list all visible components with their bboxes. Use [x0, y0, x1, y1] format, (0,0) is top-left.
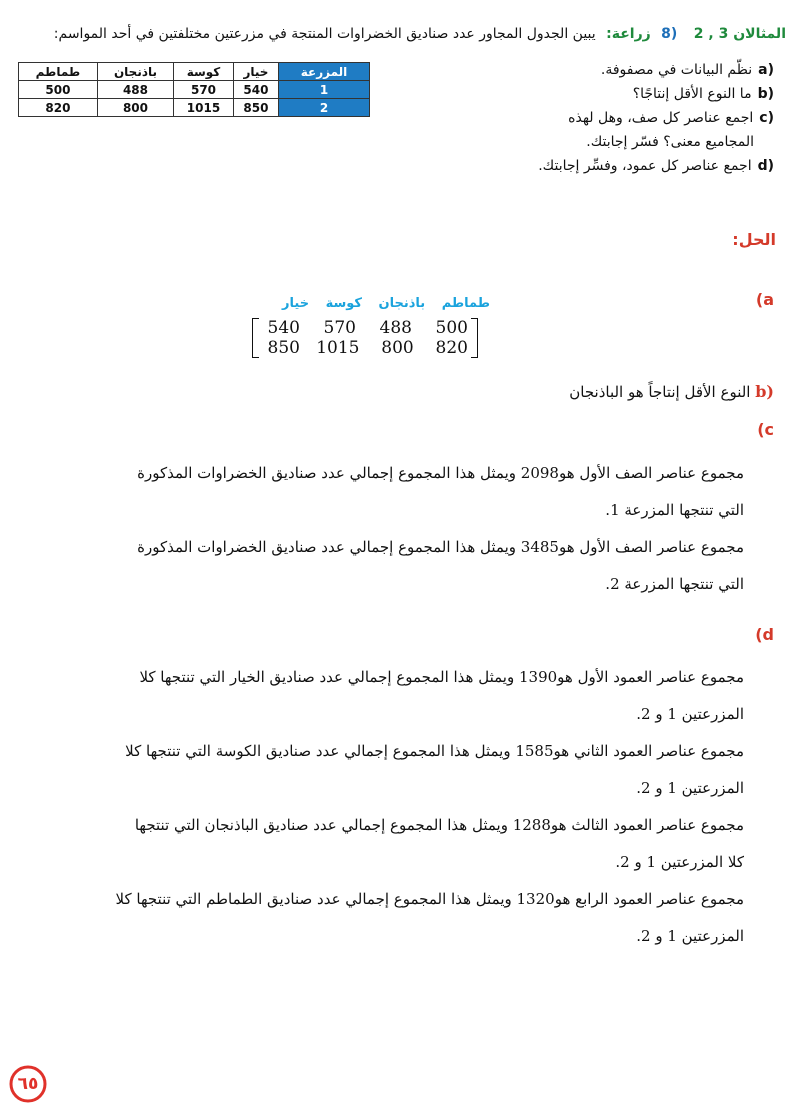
answer-d-line: المزرعتين 1 و 2. [636, 705, 744, 723]
solution-label: الحل: [732, 230, 776, 249]
question-c [374, 106, 774, 130]
matrix-header: باذنجان [378, 296, 426, 311]
answer-d-line: المزرعتين 1 و 2. [636, 779, 744, 797]
question-letter: d) [757, 158, 774, 174]
table-header-cell: المزرعة [279, 63, 370, 81]
part-d-label: (d [755, 625, 774, 644]
table-cell: 488 [97, 81, 173, 99]
farm-production-table [18, 62, 370, 117]
table-header-row [19, 63, 370, 81]
answer-c-line: التي تنتجها المزرعة 1. [605, 501, 744, 519]
matrix-body [250, 314, 480, 360]
question-text: اجمع عناصر كل عمود، وفسِّر إجابتك. [538, 158, 752, 174]
table-header-cell: باذنجان [97, 63, 173, 81]
examples-reference: المثالان 3 , 2 [693, 26, 786, 42]
question-text: ما النوع الأقل إنتاجًا؟ [632, 86, 752, 102]
answer-d-line: مجموع عناصر العمود الثاني هو1585 ويمثل هذا المجموع إجمالي عدد صناديق الكوسة التي تنتجها كلا [125, 742, 744, 760]
answer-c-line: التي تنتجها المزرعة 2. [605, 575, 744, 593]
question-text: نظّم البيانات في مصفوفة. [600, 62, 753, 78]
part-a-label: (a [755, 290, 774, 309]
answer-matrix [250, 296, 490, 366]
page-number: ٦٥ [17, 1074, 39, 1094]
matrix-header: طماطم [441, 296, 490, 311]
matrix-cell: 488 [379, 318, 412, 338]
answer-d-line: مجموع عناصر العمود الأول هو1390 ويمثل هذا المجموع إجمالي عدد صناديق الخيار التي تنتجها كلا [139, 668, 744, 686]
table-cell: 1 [279, 81, 370, 99]
exercise-text: يبين الجدول المجاور عدد صناديق الخضراوات المنتجة في مزرعتين مختلفتين في أحد المواسم: [53, 26, 596, 42]
part-c-label: (c [757, 420, 774, 439]
question-letter: a) [758, 62, 774, 78]
exercise-topic: زراعة: [606, 26, 651, 42]
question-b [374, 82, 774, 106]
matrix-header: كوسة [325, 296, 362, 311]
table-cell: 500 [19, 81, 98, 99]
answer-d-line: مجموع عناصر العمود الرابع هو1320 ويمثل هذا المجموع إجمالي عدد صناديق الطماطم التي تنتجها كلا [115, 890, 744, 908]
answer-c [24, 455, 744, 603]
table-cell: 1015 [174, 99, 234, 117]
question-a [374, 58, 774, 82]
table-row [19, 81, 370, 99]
matrix-cell: 850 [267, 338, 300, 358]
matrix-cell: 570 [323, 318, 356, 338]
matrix-cell: 800 [381, 338, 414, 358]
answer-b [569, 373, 774, 411]
table-row [19, 99, 370, 117]
answer-d [14, 659, 744, 955]
exercise-header [10, 22, 786, 46]
table-cell: 570 [174, 81, 234, 99]
table-cell: 800 [97, 99, 173, 117]
questions-list [374, 58, 774, 178]
matrix-column-headers [260, 296, 490, 311]
matrix-cell: 500 [435, 318, 468, 338]
answer-c-line: مجموع عناصر الصف الأول هو2098 ويمثل هذا المجموع إجمالي عدد صناديق الخضراوات المذكورة [137, 464, 744, 482]
matrix-left-bracket [252, 318, 259, 358]
question-letter: c) [759, 110, 774, 126]
answer-d-line: مجموع عناصر العمود الثالث هو1288 ويمثل هذا المجموع إجمالي عدد صناديق الباذنجان التي تنتجها [134, 816, 744, 834]
answer-c-line: مجموع عناصر الصف الأول هو3485 ويمثل هذا المجموع إجمالي عدد صناديق الخضراوات المذكورة [137, 538, 744, 556]
matrix-header: خيار [282, 296, 310, 311]
matrix-cell: 820 [435, 338, 468, 358]
question-letter: b) [757, 86, 774, 102]
matrix-row [262, 318, 468, 338]
answer-d-line: كلا المزرعتين 1 و 2. [615, 853, 744, 871]
matrix-cell: 540 [267, 318, 300, 338]
table-header-cell: خيار [233, 63, 278, 81]
table-cell: 2 [279, 99, 370, 117]
table-cell: 820 [19, 99, 98, 117]
table-header-cell: طماطم [19, 63, 98, 81]
table-cell: 540 [233, 81, 278, 99]
question-text: اجمع عناصر كل صف، وهل لهذه [568, 110, 754, 126]
answer-d-line: المزرعتين 1 و 2. [636, 927, 744, 945]
matrix-right-bracket [471, 318, 478, 358]
question-c-continued: المجاميع معنى؟ فسّر إجابتك. [586, 134, 754, 150]
part-b-label: b) [755, 382, 774, 401]
question-d [374, 154, 774, 178]
page-number-badge [8, 1064, 48, 1104]
exercise-number: 8) [661, 26, 678, 42]
table-header-cell: كوسة [174, 63, 234, 81]
matrix-cell: 1015 [316, 338, 360, 358]
answer-b-text: النوع الأقل إنتاجاً هو الباذنجان [569, 383, 751, 401]
matrix-row [262, 338, 468, 358]
table-cell: 850 [233, 99, 278, 117]
